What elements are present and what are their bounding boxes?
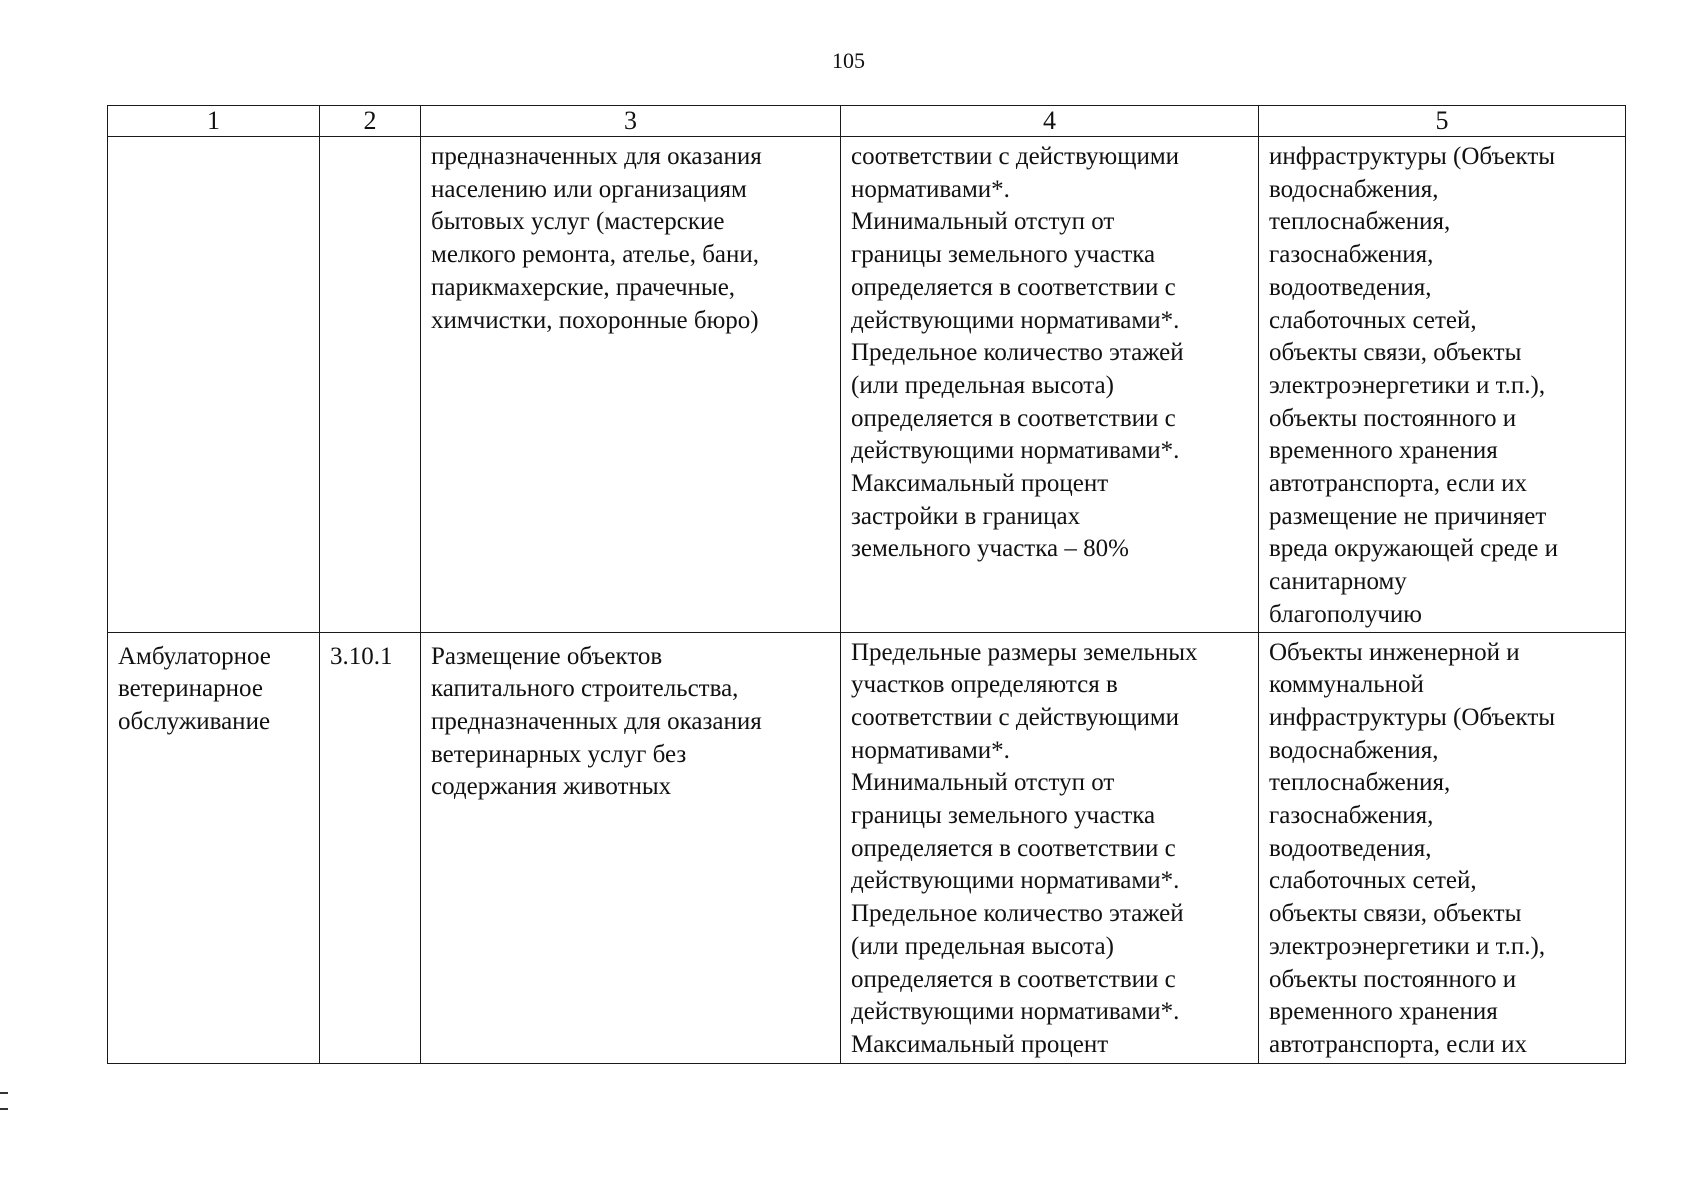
use-code-text: 3.10.1 xyxy=(330,642,393,670)
auxiliary-uses-cell xyxy=(1259,632,1626,1063)
parameters-cell xyxy=(841,137,1259,633)
column-header-5: 5 xyxy=(1259,106,1626,137)
use-code-text xyxy=(320,137,420,145)
description-cell xyxy=(421,632,841,1063)
use-name-cell xyxy=(108,137,320,633)
parameters-text: Предельные размеры земельных участков определяются в соответствии с действующими нормативами*. Минимальный отступ от границы земельного участка определяется в соответствии с действующими нормативами*. Предельное количество этажей (или предельная высота) определяется в соответствии с действующими нормативами*. Максимальный процент xyxy=(851,638,1198,1058)
table-row xyxy=(108,632,1626,1063)
use-name-cell xyxy=(108,632,320,1063)
auxiliary-uses-text: инфраструктуры (Объекты водоснабжения, теплоснабжения, газоснабжения, водоотведения, слаботочных сетей, объекты связи, объекты электроэнергетики и т.п.), объекты постоянного и временного хранения автотранспорта, если их размещение не причиняет вреда окружающей среде и санитарному благополучию xyxy=(1269,143,1558,628)
use-code-cell xyxy=(320,137,421,633)
scan-margin-mark xyxy=(0,1092,8,1110)
parameters-cell xyxy=(841,632,1259,1063)
parameters-text: соответствии с действующими нормативами*. Минимальный отступ от границы земельного участка определяется в соответствии с действующими нормативами*. Предельное количество этажей (или предельная высота) определяется в соответствии с действующими нормативами*. Максимальный процент застройки в границах земельного участка – 80% xyxy=(851,143,1184,563)
column-header-3: 3 xyxy=(421,106,841,137)
table-row xyxy=(108,137,1626,633)
description-text: Размещение объектов капитального строительства, предназначенных для оказания ветеринарных услуг без содержания животных xyxy=(431,642,762,801)
use-code-cell xyxy=(320,632,421,1063)
description-text: предназначенных для оказания населению или организациям бытовых услуг (мастерские мелкого ремонта, ателье, бани, парикмахерские, прачечные, химчистки, похоронные бюро) xyxy=(431,143,762,334)
use-name-text xyxy=(108,137,319,141)
column-header-4: 4 xyxy=(841,106,1259,137)
column-header-2: 2 xyxy=(320,106,421,137)
auxiliary-uses-cell xyxy=(1259,137,1626,633)
auxiliary-uses-text: Объекты инженерной и коммунальной инфраструктуры (Объекты водоснабжения, теплоснабжения, газоснабжения, водоотведения, слаботочных сетей, объекты связи, объекты электроэнергетики и т.п.), объекты постоянного и временного хранения автотранспорта, если их xyxy=(1269,638,1556,1058)
zoning-table xyxy=(107,105,1626,1064)
column-header-1: 1 xyxy=(108,106,320,137)
header-row xyxy=(108,106,1626,137)
page-number: 105 xyxy=(832,48,865,73)
description-cell xyxy=(421,137,841,633)
use-name-text: Амбулаторное ветеринарное обслуживание xyxy=(118,642,271,735)
